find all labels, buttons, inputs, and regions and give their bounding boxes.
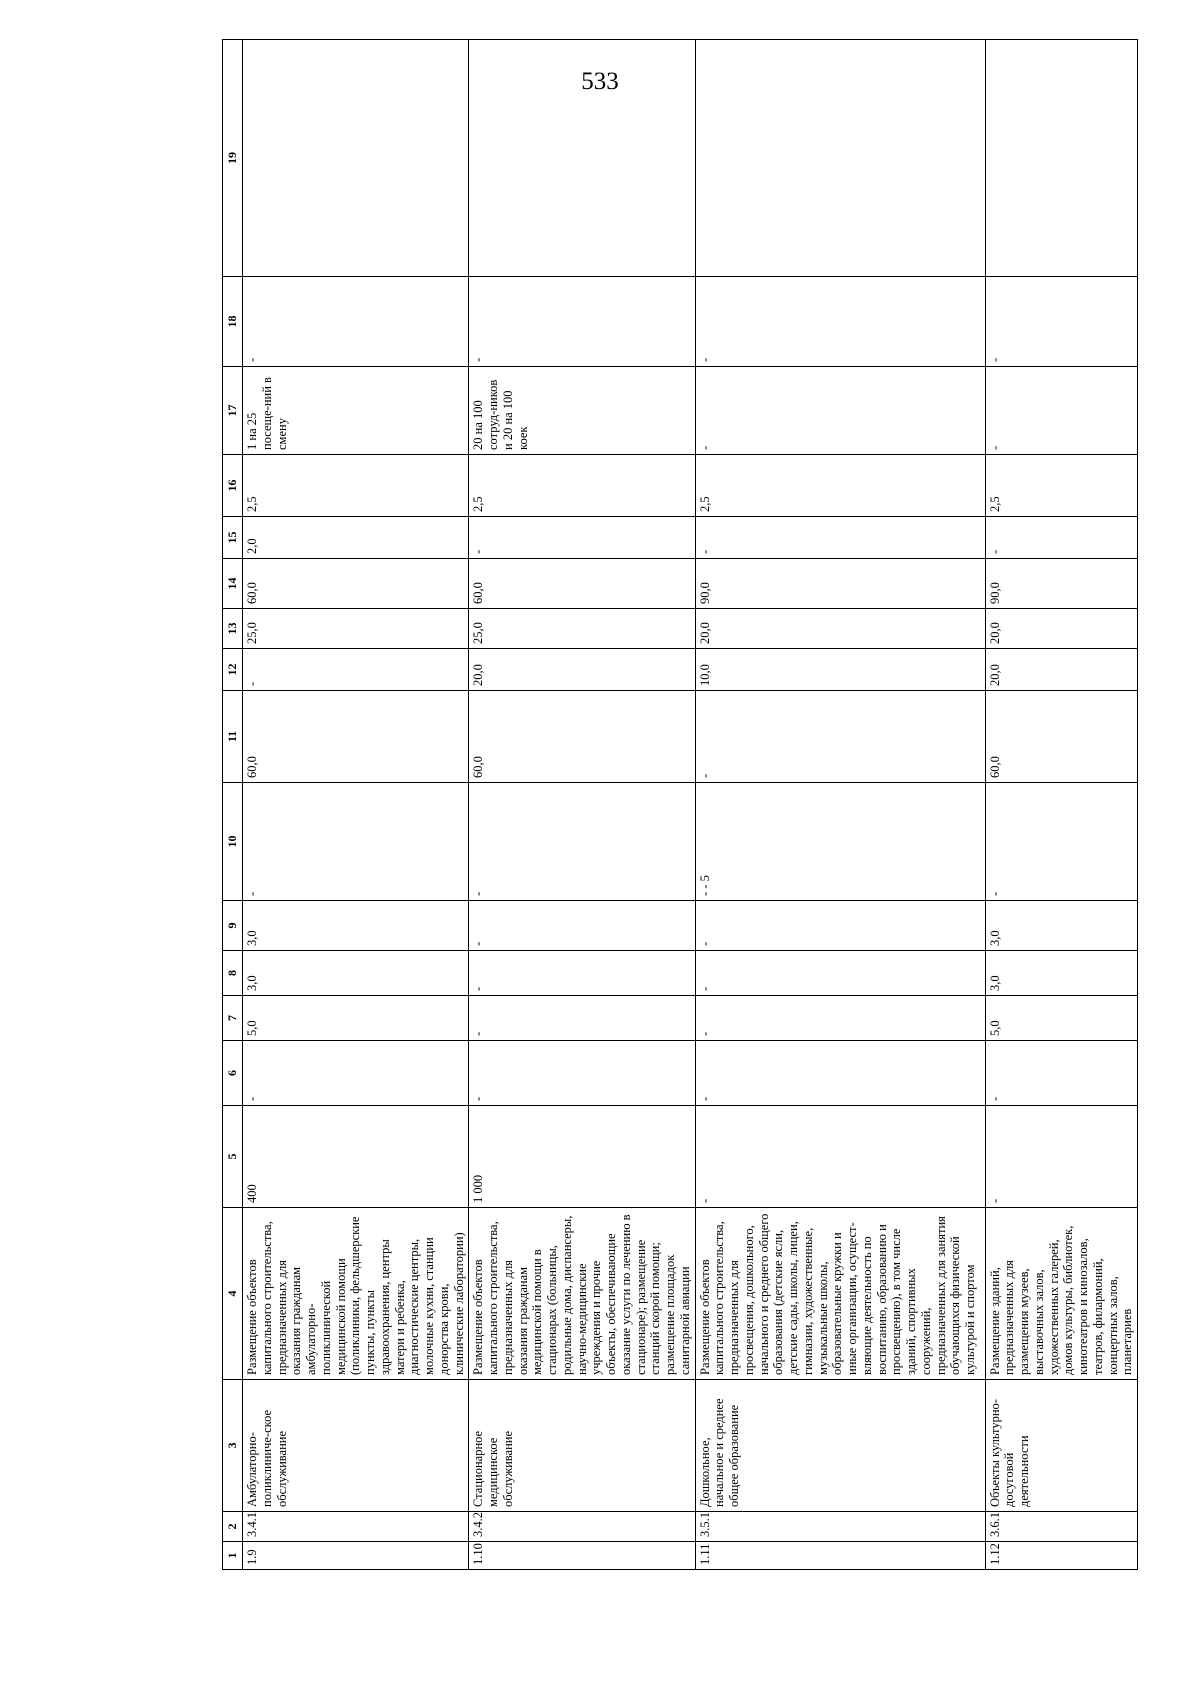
cell-col-13: 20,0: [695, 609, 985, 649]
cell-col-5: -: [695, 1106, 985, 1208]
cell-col-10: -: [243, 783, 469, 901]
cell-col-18: -: [695, 277, 985, 367]
use-description: Размещение объектов капитального строительства, предназначенных для просвещения, дошкольного, начального и среднего общего образования (детские ясли, детские сады, школы, лицеи, гимназии, художественные, музыкальные школы, образовательные кружки и иные организации, осущест-вляющие деятельность по воспитанию, образованию и просвещению), в том числе зданий, спортивных сооружений, предназначенных для занятия обучающихся физической культурой и спортом: [695, 1208, 985, 1380]
header-cell-18: 18: [223, 277, 243, 367]
table-row: [243, 40, 469, 1570]
use-code: 3.4.1: [243, 1512, 469, 1542]
cell-col-11: 60,0: [243, 691, 469, 783]
header-row: [223, 40, 243, 1570]
rotated-table-container: [222, 140, 1135, 1570]
cell-col-13: 25,0: [243, 609, 469, 649]
cell-col-19: [985, 40, 1138, 277]
header-cell-3: 3: [223, 1380, 243, 1512]
cell-col-11: 60,0: [469, 691, 695, 783]
table-row: [695, 40, 985, 1570]
cell-col-6: -: [243, 1041, 469, 1106]
header-cell-15: 15: [223, 517, 243, 559]
use-name: Амбулаторно-поликлиниче-ское обслуживание: [243, 1380, 469, 1512]
cell-col-6: -: [469, 1041, 695, 1106]
header-cell-14: 14: [223, 559, 243, 609]
regulations-table: [222, 39, 1138, 1570]
cell-col-11: -: [695, 691, 985, 783]
header-cell-5: 5: [223, 1106, 243, 1208]
cell-col-7: -: [695, 996, 985, 1041]
cell-col-14: 90,0: [985, 559, 1138, 609]
cell-col-17: 20 на 100 сотруд-ников и 20 на 100 коек: [469, 367, 695, 455]
header-cell-2: 2: [223, 1512, 243, 1542]
use-code: 3.5.1: [695, 1512, 985, 1542]
cell-col-12: 10,0: [695, 649, 985, 691]
row-number: 1.12: [985, 1542, 1138, 1570]
cell-col-5: 400: [243, 1106, 469, 1208]
cell-col-13: 20,0: [985, 609, 1138, 649]
cell-col-18: -: [469, 277, 695, 367]
use-description: Размещение зданий, предназначенных для размещения музеев, выставочных залов, художественных галерей, домов культуры, библиотек, кинотеатров и кинозалов, театров, филармоний, концертных залов, планетариев: [985, 1208, 1138, 1380]
cell-col-15: -: [469, 517, 695, 559]
cell-col-19: [695, 40, 985, 277]
cell-col-16: 2,5: [695, 455, 985, 517]
header-cell-12: 12: [223, 649, 243, 691]
table-row: [469, 40, 695, 1570]
cell-col-16: 2,5: [243, 455, 469, 517]
cell-col-12: -: [243, 649, 469, 691]
header-cell-10: 10: [223, 783, 243, 901]
cell-col-8: -: [469, 951, 695, 996]
cell-col-8: 3,0: [985, 951, 1138, 996]
cell-col-10: - - 5: [695, 783, 985, 901]
use-name: Объекты культурно-досуговой деятельности: [985, 1380, 1138, 1512]
cell-col-19: [243, 40, 469, 277]
header-cell-17: 17: [223, 367, 243, 455]
use-description: Размещение объектов капитального строительства, предназначенных для оказания гражданам амбулаторно-поликлинической медицинской помощи (поликлиники, фельдшерские пункты, пункты здравоохранения, центры матери и ребенка, диагностические центры, молочные кухни, станции донорства крови, клинические лаборатории): [243, 1208, 469, 1380]
cell-col-15: 2,0: [243, 517, 469, 559]
cell-col-16: 2,5: [469, 455, 695, 517]
cell-col-7: 5,0: [243, 996, 469, 1041]
cell-col-18: -: [985, 277, 1138, 367]
cell-col-9: -: [469, 901, 695, 951]
cell-col-12: 20,0: [469, 649, 695, 691]
row-number: 1.10: [469, 1542, 695, 1570]
cell-col-10: -: [985, 783, 1138, 901]
use-name: Дошкольное, начальное и среднее общее образование: [695, 1380, 985, 1512]
cell-col-8: 3,0: [243, 951, 469, 996]
cell-col-14: 60,0: [243, 559, 469, 609]
cell-col-8: -: [695, 951, 985, 996]
page-number: 533: [581, 68, 619, 95]
use-code: 3.4.2: [469, 1512, 695, 1542]
cell-col-6: -: [985, 1041, 1138, 1106]
use-description: Размещение объектов капитального строительства, предназначенных для оказания гражданам медицинской помощи в стационарах (больницы, родильные дома, диспансеры, научно-медицинские учреждения и прочие объекты, обеспечивающие оказание услуги по лечению в стационаре); размещение станций скорой помощи; размещение площадок санитарной авиации: [469, 1208, 695, 1380]
cell-col-13: 25,0: [469, 609, 695, 649]
cell-col-17: 1 на 25 посеще-ний в смену: [243, 367, 469, 455]
use-code: 3.6.1: [985, 1512, 1138, 1542]
header-cell-6: 6: [223, 1041, 243, 1106]
header-cell-4: 4: [223, 1208, 243, 1380]
cell-col-7: 5,0: [985, 996, 1138, 1041]
header-cell-19: 19: [223, 40, 243, 277]
row-number: 1.9: [243, 1542, 469, 1570]
cell-col-6: -: [695, 1041, 985, 1106]
header-cell-9: 9: [223, 901, 243, 951]
cell-col-15: -: [695, 517, 985, 559]
header-cell-16: 16: [223, 455, 243, 517]
cell-col-16: 2,5: [985, 455, 1138, 517]
header-cell-1: 1: [223, 1542, 243, 1570]
cell-col-11: 60,0: [985, 691, 1138, 783]
table-frame: [222, 140, 1135, 1570]
cell-col-9: -: [695, 901, 985, 951]
cell-col-7: -: [469, 996, 695, 1041]
cell-col-12: 20,0: [985, 649, 1138, 691]
cell-col-19: [469, 40, 695, 277]
header-cell-11: 11: [223, 691, 243, 783]
cell-col-14: 60,0: [469, 559, 695, 609]
cell-col-15: -: [985, 517, 1138, 559]
header-cell-8: 8: [223, 951, 243, 996]
cell-col-5: -: [985, 1106, 1138, 1208]
cell-col-10: -: [469, 783, 695, 901]
cell-col-18: -: [243, 277, 469, 367]
table-row: [985, 40, 1138, 1570]
cell-col-9: 3,0: [985, 901, 1138, 951]
header-cell-13: 13: [223, 609, 243, 649]
use-name: Стационарное медицинское обслуживание: [469, 1380, 695, 1512]
cell-col-17: -: [985, 367, 1138, 455]
cell-col-9: 3,0: [243, 901, 469, 951]
header-cell-7: 7: [223, 996, 243, 1041]
cell-col-5: 1 000: [469, 1106, 695, 1208]
row-number: 1.11: [695, 1542, 985, 1570]
cell-col-17: -: [695, 367, 985, 455]
cell-col-14: 90,0: [695, 559, 985, 609]
